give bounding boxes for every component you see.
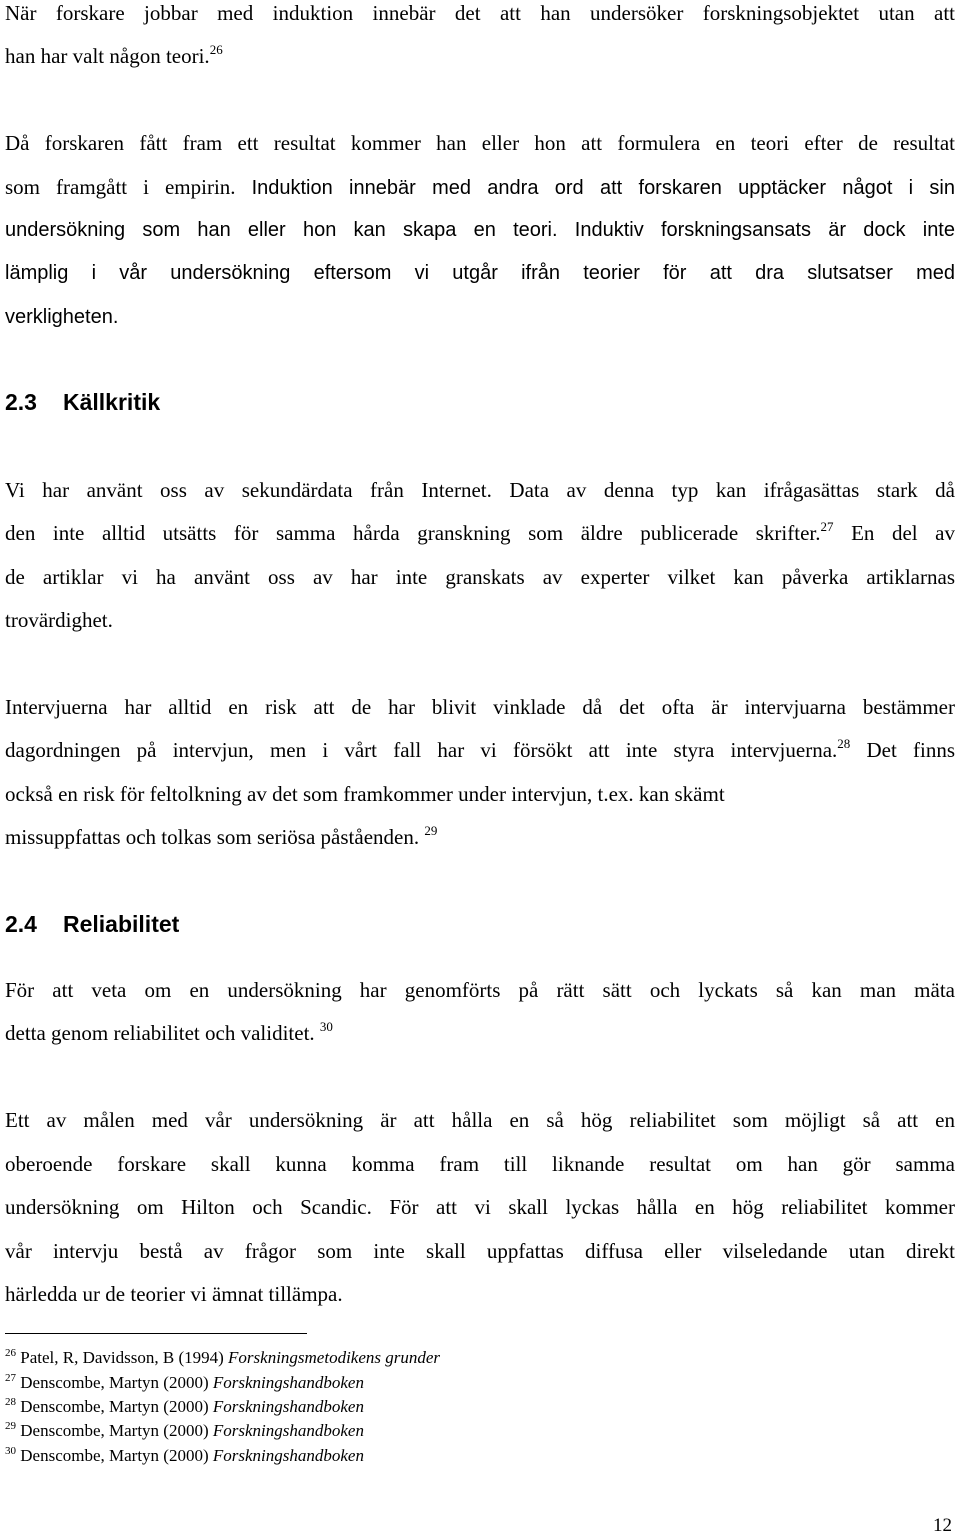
paragraph-5-line-1: För att veta om en undersökning har genomförts på rätt sätt och lyckats så kan man mäta [5, 978, 955, 1002]
paragraph-2-line-1: Då forskaren fått fram ett resultat kommer han eller hon att formulera en teori efter de resultat [5, 131, 955, 155]
paragraph-2-sentence-a: som framgått i empirin. [5, 175, 236, 199]
footnote-citation: Denscombe, Martyn (2000) [20, 1373, 213, 1392]
footnote-ref-26: 26 [209, 42, 223, 57]
paragraph-4-line-3: också en risk för feltolkning av det som framkommer under intervjun, t.ex. kan skämt [5, 782, 725, 806]
paragraph-2-sentence-d: Induktiv forskningsansats är dock inte [574, 219, 955, 241]
footnote-title: Forskningshandboken [212, 1446, 364, 1465]
paragraph-1-text: han har valt någon teori. [5, 44, 210, 68]
paragraph-4-sentence-c: missuppfattas och tolkas som seriösa påståenden. [5, 825, 420, 849]
paragraph-1-line-1: När forskare jobbar med induktion innebär det att han undersöker forskningsobjektet utan att [5, 1, 955, 25]
paragraph-6-line-1: Ett av målen med vår undersökning är att hålla en så hög reliabilitet som möjligt så att en [5, 1108, 955, 1132]
footnote-separator [5, 1333, 307, 1334]
footnote-citation: Denscombe, Martyn (2000) [20, 1397, 213, 1416]
paragraph-3-line-3: de artiklar vi ha använt oss av har inte granskats av experter vilket kan påverka artiklarnas [5, 565, 955, 589]
paragraph-2-sentence-c: undersökning som han eller hon kan skapa en teori. [5, 219, 558, 241]
footnote-ref-28: 28 [837, 736, 851, 751]
paragraph-3-sentence-c: den inte alltid utsätts för samma hårda granskning som äldre publicerade skrifter. [5, 521, 821, 545]
paragraph-3-sentence-d: En del av [851, 521, 956, 545]
footnote-26 [5, 1348, 440, 1368]
footnote-number: 29 [5, 1420, 16, 1432]
section-number: 2.3 [5, 389, 37, 415]
footnote-title: Forskningshandboken [212, 1373, 364, 1392]
paragraph-6-line-3: undersökning om Hilton och Scandic. För att vi skall lyckas hålla en hög reliabilitet kommer [5, 1195, 955, 1219]
footnote-ref-29: 29 [424, 823, 438, 838]
section-title: Källkritik [63, 389, 161, 415]
footnote-title: Forskningshandboken [212, 1421, 364, 1440]
section-heading-2-3 [5, 389, 160, 415]
paragraph-2-line-2 [5, 175, 955, 200]
paragraph-4-sentence-a: dagordningen på intervjun, men i vårt fall har vi försökt att inte styra intervjuerna. [5, 738, 838, 762]
section-number: 2.4 [5, 911, 37, 937]
footnote-number: 30 [5, 1445, 16, 1457]
footnote-citation: Patel, R, Davidsson, B (1994) [20, 1348, 229, 1367]
paragraph-1-line-2 [5, 44, 955, 68]
footnote-title: Forskningshandboken [212, 1397, 364, 1416]
footnote-number: 26 [5, 1347, 16, 1359]
paragraph-6-line-2: oberoende forskare skall kunna komma fram till liknande resultat om han gör samma [5, 1152, 955, 1176]
footnote-number: 28 [5, 1396, 16, 1408]
paragraph-2-line-3 [5, 218, 955, 242]
footnote-citation: Denscombe, Martyn (2000) [20, 1446, 213, 1465]
paragraph-4-line-1: Intervjuerna har alltid en risk att de har blivit vinklade då det ofta är intervjuarna bestämmer [5, 695, 955, 719]
page-number: 12 [933, 1515, 952, 1536]
paragraph-5-line-2 [5, 1021, 955, 1045]
paragraph-2-sentence-b: Induktion innebär med andra ord att forskaren upptäcker något i sin [251, 177, 956, 199]
paragraph-4-sentence-b: Det finns [866, 738, 955, 762]
footnote-ref-27: 27 [820, 519, 834, 534]
paragraph-2-line-4: lämplig i vår undersökning eftersom vi utgår ifrån teorier för att dra slutsatser med [5, 262, 955, 284]
paragraph-6-line-5: härledda ur de teorier vi ämnat tillämpa. [5, 1282, 343, 1306]
paragraph-4-line-2 [5, 738, 955, 762]
footnote-title: Forskningsmetodikens grunder [228, 1348, 441, 1367]
footnote-30 [5, 1446, 364, 1466]
footnote-ref-30: 30 [319, 1019, 333, 1034]
paragraph-6-line-4: vår intervju bestå av frågor som inte skall uppfattas diffusa eller vilseledande utan direkt [5, 1239, 955, 1263]
paragraph-5-sentence-a: detta genom reliabilitet och validitet. [5, 1021, 315, 1045]
footnote-29 [5, 1421, 364, 1441]
footnote-number: 27 [5, 1372, 16, 1384]
paragraph-4-line-4 [5, 825, 955, 849]
footnote-27 [5, 1373, 364, 1393]
paragraph-3-line-4: trovärdighet. [5, 608, 113, 632]
paragraph-3-line-1 [5, 478, 955, 502]
footnote-citation: Denscombe, Martyn (2000) [20, 1421, 213, 1440]
paragraph-2-line-5: verkligheten. [5, 306, 119, 328]
paragraph-3-line-2 [5, 521, 955, 545]
section-heading-2-4 [5, 911, 179, 937]
footnote-28 [5, 1397, 364, 1417]
paragraph-3-sentence-a: Vi har använt oss av sekundärdata från Internet. [5, 478, 492, 502]
section-title: Reliabilitet [63, 911, 180, 937]
paragraph-3-sentence-b: Data av denna typ kan ifrågasättas stark då [509, 478, 955, 502]
